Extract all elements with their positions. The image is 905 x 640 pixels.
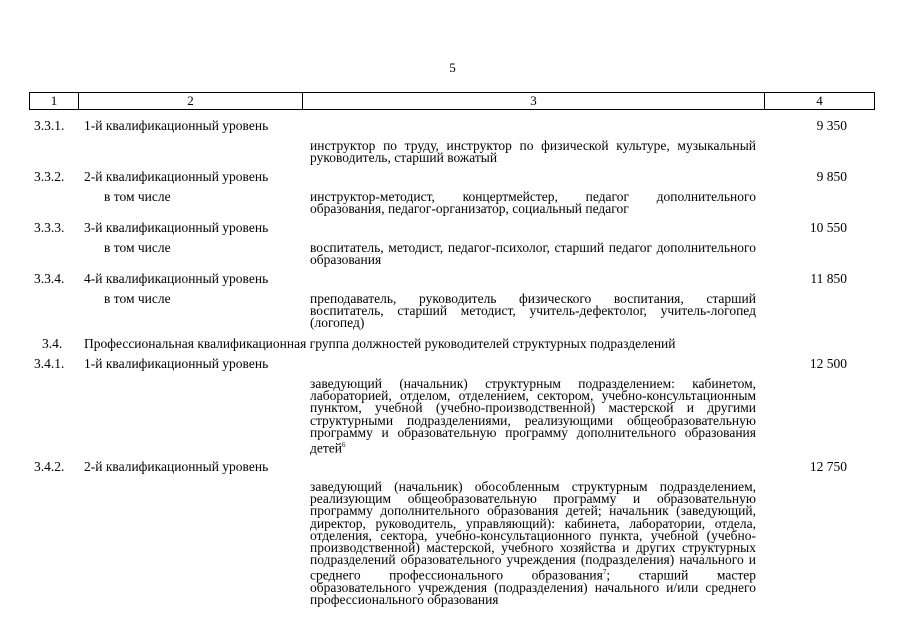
description-text-continued: ; старший мастер образовательного учреждения (подразделения) начального и/или среднего профессионального образования xyxy=(310,567,756,608)
row-level: 1-й квалификационный уровень xyxy=(84,356,269,371)
row-description: инструктор по труду, инструктор по физической культуре, музыкальный руководитель, старший вожатый xyxy=(310,138,756,166)
header-col-4: 4 xyxy=(816,93,823,108)
footnote-mark: 6 xyxy=(341,441,346,450)
group-title: Профессиональная квалификационная группа должностей руководителей структурных подразделений xyxy=(84,336,676,351)
row-description: воспитатель, методист, педагог-психолог, старший педагог дополнительного образования xyxy=(310,240,756,268)
header-col-2: 2 xyxy=(79,93,303,109)
row-subheading: в том числе xyxy=(104,291,171,306)
row-number: 3.3.3. xyxy=(34,220,65,235)
row-description: преподаватель, руководитель физического воспитания, старший воспитатель, старший методист, учитель-дефектолог, учитель-логопед (логопед) xyxy=(310,291,756,331)
row-number: 3.3.4. xyxy=(34,271,65,286)
table-header xyxy=(29,92,875,110)
header-col-3: 3 xyxy=(303,93,765,109)
row-description: инструктор-методист, концертмейстер, педагог дополнительного образования, педагог-организатор, социальный педагог xyxy=(310,189,756,217)
row-value: 9 850 xyxy=(816,169,847,184)
group-number: 3.4. xyxy=(42,336,63,351)
description-text: заведующий (начальник) структурным подразделением: кабинетом, лабораторией, отделом, отделением, сектором, учебно-консультационным пунктом, учебной (учебно-производственной) мастерской и другими структурными подразделениями, реализующими общеобразовательную программу и образовательную программу дополнительного образования детей xyxy=(310,376,756,456)
footnote-mark: 7 xyxy=(602,568,607,577)
row-level: 4-й квалификационный уровень xyxy=(84,271,269,286)
row-level: 1-й квалификационный уровень xyxy=(84,118,269,133)
row-value: 12 500 xyxy=(809,356,847,371)
row-level: 3-й квалификационный уровень xyxy=(84,220,269,235)
row-number: 3.4.1. xyxy=(34,356,65,371)
page-number: 5 xyxy=(449,60,456,75)
row-description xyxy=(310,378,756,455)
row-subheading: в том числе xyxy=(104,240,171,255)
row-value: 9 350 xyxy=(816,118,847,133)
row-level: 2-й квалификационный уровень xyxy=(84,459,269,474)
row-subheading: в том числе xyxy=(104,189,171,204)
row-value: 11 850 xyxy=(810,271,847,286)
row-number: 3.4.2. xyxy=(34,459,65,474)
row-number: 3.3.1. xyxy=(34,118,65,133)
row-description xyxy=(310,481,756,607)
row-value: 10 550 xyxy=(809,220,847,235)
row-number: 3.3.2. xyxy=(34,169,65,184)
row-value: 12 750 xyxy=(809,459,847,474)
row-level: 2-й квалификационный уровень xyxy=(84,169,269,184)
description-text: заведующий (начальник) обособленным структурным подразделением, реализующим общеобразовательную программу и образовательную программу дополнительного образования детей; начальник (заведующий, директор, руководитель, управляющий): кабинета, лаборатории, отдела, отделения, сектора, учебно-консультационного пункта, учебной (учебно-производственной) мастерской, учебного хозяйства и других структурных подразделений образовательного учреждения (подразделения) начального и среднего профессионального образования xyxy=(310,479,756,583)
header-col-1: 1 xyxy=(30,93,79,109)
